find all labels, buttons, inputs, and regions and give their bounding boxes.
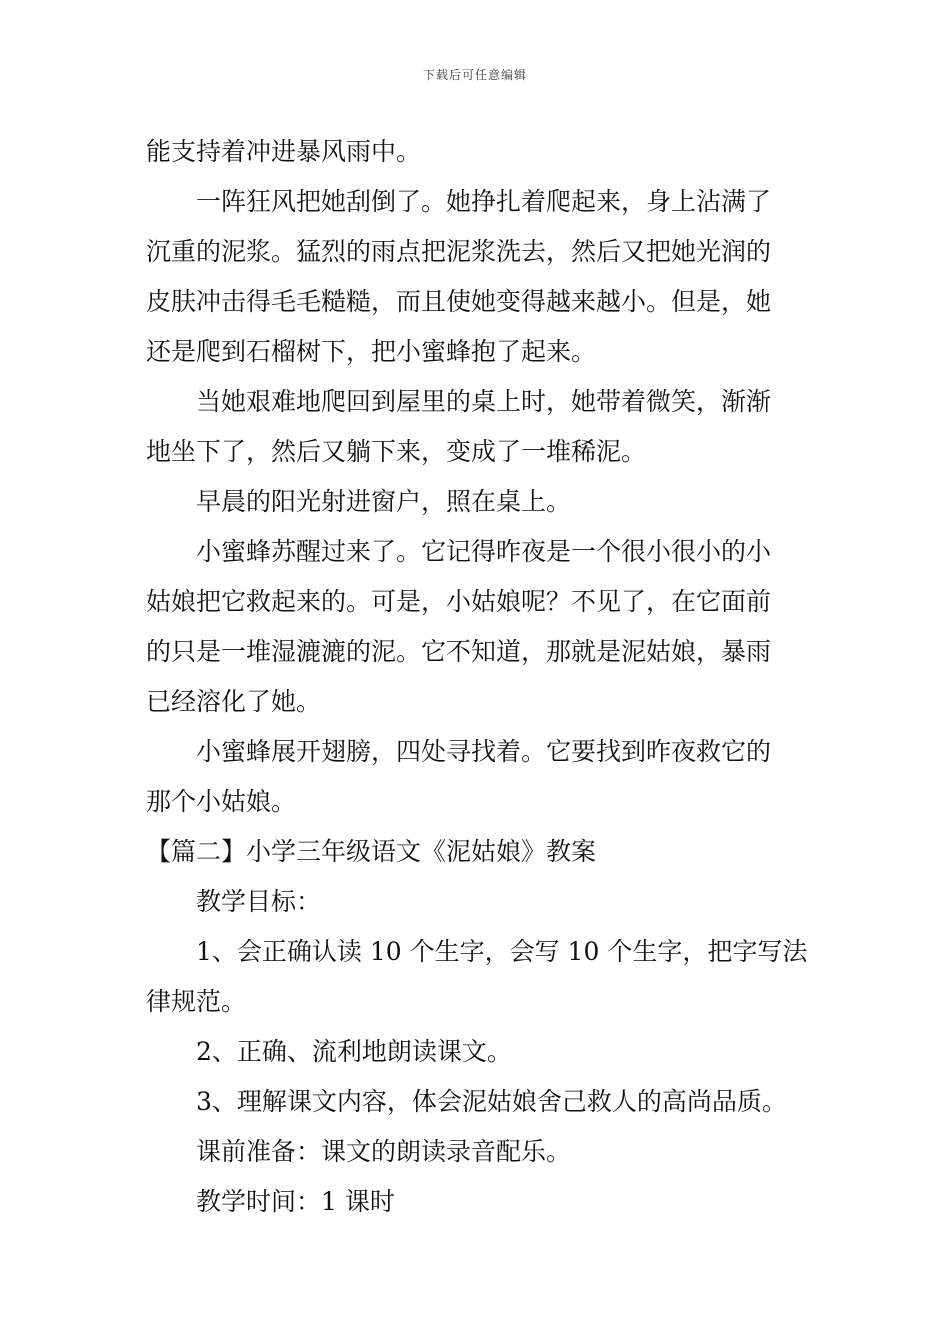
text-line: 当她艰难地爬回到屋里的桌上时，她带着微笑，渐渐 — [196, 387, 772, 416]
text-line: 教学目标： — [196, 887, 322, 916]
text-line: 能支持着冲进暴风雨中。 — [146, 137, 422, 166]
text-line: 3、理解课文内容，体会泥姑娘舍己救人的高尚品质。 — [196, 1087, 787, 1116]
text-line: 小蜜蜂展开翅膀，四处寻找着。它要找到昨夜救它的 — [196, 737, 772, 766]
text-line: 1、会正确认读 10 个生字，会写 10 个生字，把字写法 — [196, 937, 808, 966]
text-line: 2、正确、流利地朗读课文。 — [196, 1037, 512, 1066]
text-line: 小蜜蜂苏醒过来了。它记得昨夜是一个很小很小的小 — [196, 537, 772, 566]
section-heading: 【篇二】小学三年级语文《泥姑娘》教案 — [146, 837, 597, 866]
document-body — [146, 127, 808, 1227]
text-line: 那个小姑娘。 — [146, 787, 297, 816]
text-line: 还是爬到石榴树下，把小蜜蜂抱了起来。 — [146, 337, 597, 366]
page-header-note: 下载后可任意编辑 — [422, 68, 527, 82]
text-line: 已经溶化了她。 — [146, 687, 322, 716]
text-line: 教学时间：1 课时 — [196, 1187, 395, 1216]
text-line: 一阵狂风把她刮倒了。她挣扎着爬起来，身上沾满了 — [196, 187, 772, 216]
text-line: 律规范。 — [146, 987, 247, 1016]
text-line: 地坐下了，然后又躺下来，变成了一堆稀泥。 — [146, 437, 647, 466]
text-line: 姑娘把它救起来的。可是，小姑娘呢？不见了，在它面前 — [146, 587, 772, 616]
text-line: 皮肤冲击得毛毛糙糙，而且使她变得越来越小。但是，她 — [146, 287, 772, 316]
text-line: 沉重的泥浆。猛烈的雨点把泥浆洗去，然后又把她光润的 — [146, 237, 772, 266]
text-line: 课前准备：课文的朗读录音配乐。 — [196, 1137, 572, 1166]
text-line: 的只是一堆湿漉漉的泥。它不知道，那就是泥姑娘，暴雨 — [146, 637, 772, 666]
text-line: 早晨的阳光射进窗户，照在桌上。 — [196, 487, 572, 516]
